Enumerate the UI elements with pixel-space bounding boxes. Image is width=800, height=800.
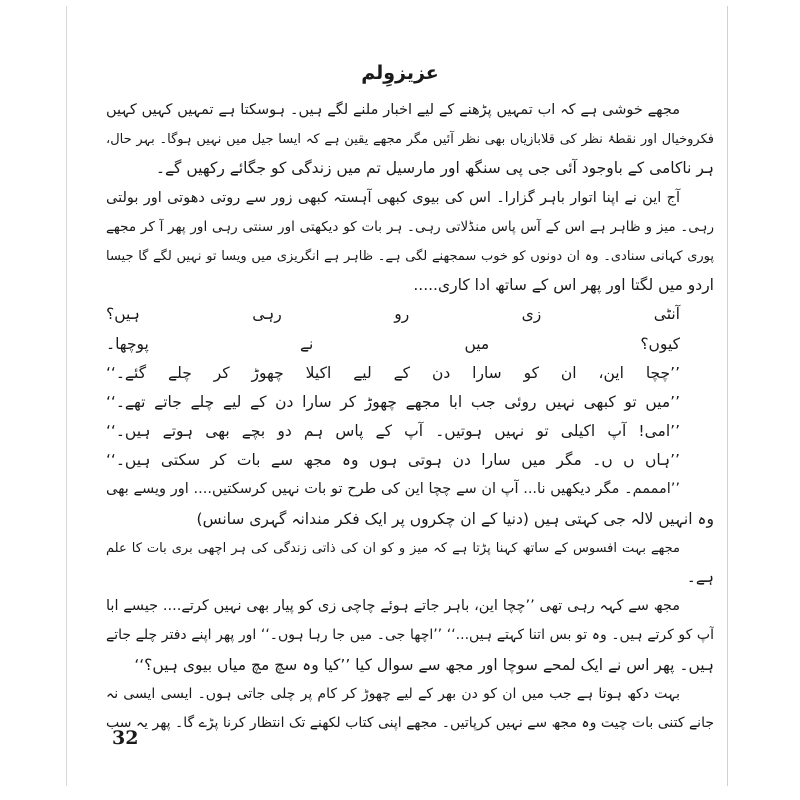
text-line: آج این نے اپنا اتوار باہر گزارا۔ اس کی بیوی کبھی آہستہ کبھی زور سے روتی دھوتی اور بولتی — [106, 189, 680, 206]
text-line: ’’ہاں ں ں۔ مگر میں سارا دن ہوتی ہوں وہ مجھ سے بات کر سکتی ہیں۔‘‘ — [106, 451, 680, 470]
text-line: ہیں۔ پھر اس نے ایک لمحے سوچا اور مجھ سے سوال کیا ’’کیا وہ سچ مچ میاں بیوی ہیں؟‘‘ — [134, 655, 714, 674]
text-line: آنٹی زی رو رہی ہیں؟ — [106, 305, 680, 324]
text-line: کیوں؟ میں نے پوچھا۔ — [106, 334, 680, 353]
body-text — [106, 96, 714, 738]
text-line: رہی۔ میز و ظاہر ہے اس کے آس پاس منڈلاتی رہی۔ ہر بات کو دیکھتی اور سنتی رہی اور پھر آ کر مجھے — [106, 218, 714, 235]
page-title: عزیزوِلم — [361, 62, 439, 84]
text-line: ’’امی! آپ اکیلی تو نہیں ہوتیں۔ آپ کے پاس ہم دو بچے بھی ہوتے ہیں۔‘‘ — [106, 422, 680, 441]
text-line: اردو میں لگتا اور پھر اس کے ساتھ ادا کاری..... — [413, 276, 714, 295]
text-line: مجھے بہت افسوس کے ساتھ کہنا پڑتا ہے کہ میز و کو ان کی ذاتی زندگی کی ہر اچھی بری بات کا علم — [106, 540, 680, 556]
text-line: مجھ سے کہہ رہی تھی ’’چچا این، باہر جاتے ہوئے چاچی زی کو پیار بھی نہیں کرتے.... جیسے ابا — [106, 598, 680, 615]
text-line: پوری کہانی سنادی۔ وہ ان دونوں کو خوب سمجھنے لگی ہے۔ ظاہر ہے انگریزی میں ویسا تو نہیں لگے گا جیسا — [106, 248, 714, 264]
text-line: ہر ناکامی کے باوجود آئی جی پی سنگھ اور مارسیل تم میں زندگی کو جگائے رکھیں گے۔ — [155, 159, 714, 178]
text-line: آپ کو کرتے ہیں۔ وہ تو بس اتنا کہتے ہیں...‘‘ ’’اچھا جی۔ میں جا رہا ہوں۔‘‘ اور پھر اپنے دفتر چلے جاتے — [106, 627, 714, 644]
page-number: 32 — [112, 727, 139, 749]
text-line: جانے کتنی بات چیت وہ مجھ سے نہیں کرپاتیں۔ مجھے اپنی کتاب لکھنے تک انتظار کرنا پڑے گا۔ پھر یہ سب — [106, 714, 714, 731]
text-line: ’’میں تو کبھی نہیں روئی جب ابا مجھے چھوڑ کر سارا دن کے لیے چلے جاتے تھے۔‘‘ — [106, 392, 680, 411]
text-line: وہ انہیں لالہ جی کہتی ہیں (دنیا کے ان چکروں پر ایک فکر مندانہ گہری سانس) — [196, 509, 714, 528]
text-line: مجھے خوشی ہے کہ اب تمہیں پڑھنے کے لیے اخبار ملنے لگے ہیں۔ ہوسکتا ہے تمہیں کہیں کہیں — [106, 102, 680, 118]
text-line: فکروخیال اور نقطۂ نظر کی قلابازیاں بھی نظر آئیں مگر مجھے یقین ہے کہ ایسا جیل میں نہیں ہوگا۔ بہر حال، — [106, 132, 714, 148]
text-line: ’’امممم۔ مگر دیکھیں نا... آپ ان سے چچا این کی طرح تو بات نہیں کرسکتیں.... اور ویسے بھی — [106, 481, 680, 498]
text-line: بہت دکھ ہوتا ہے جب میں ان کو دن بھر کے لیے چھوڑ کر کام پر چلی جاتی ہوں۔ ایسی ایسی نہ — [106, 685, 680, 702]
text-line: ’’چچا این، ان کو سارا دن کے لیے اکیلا چھوڑ کر چلے گئے۔‘‘ — [106, 363, 680, 382]
text-line: ہے۔ — [686, 568, 714, 586]
